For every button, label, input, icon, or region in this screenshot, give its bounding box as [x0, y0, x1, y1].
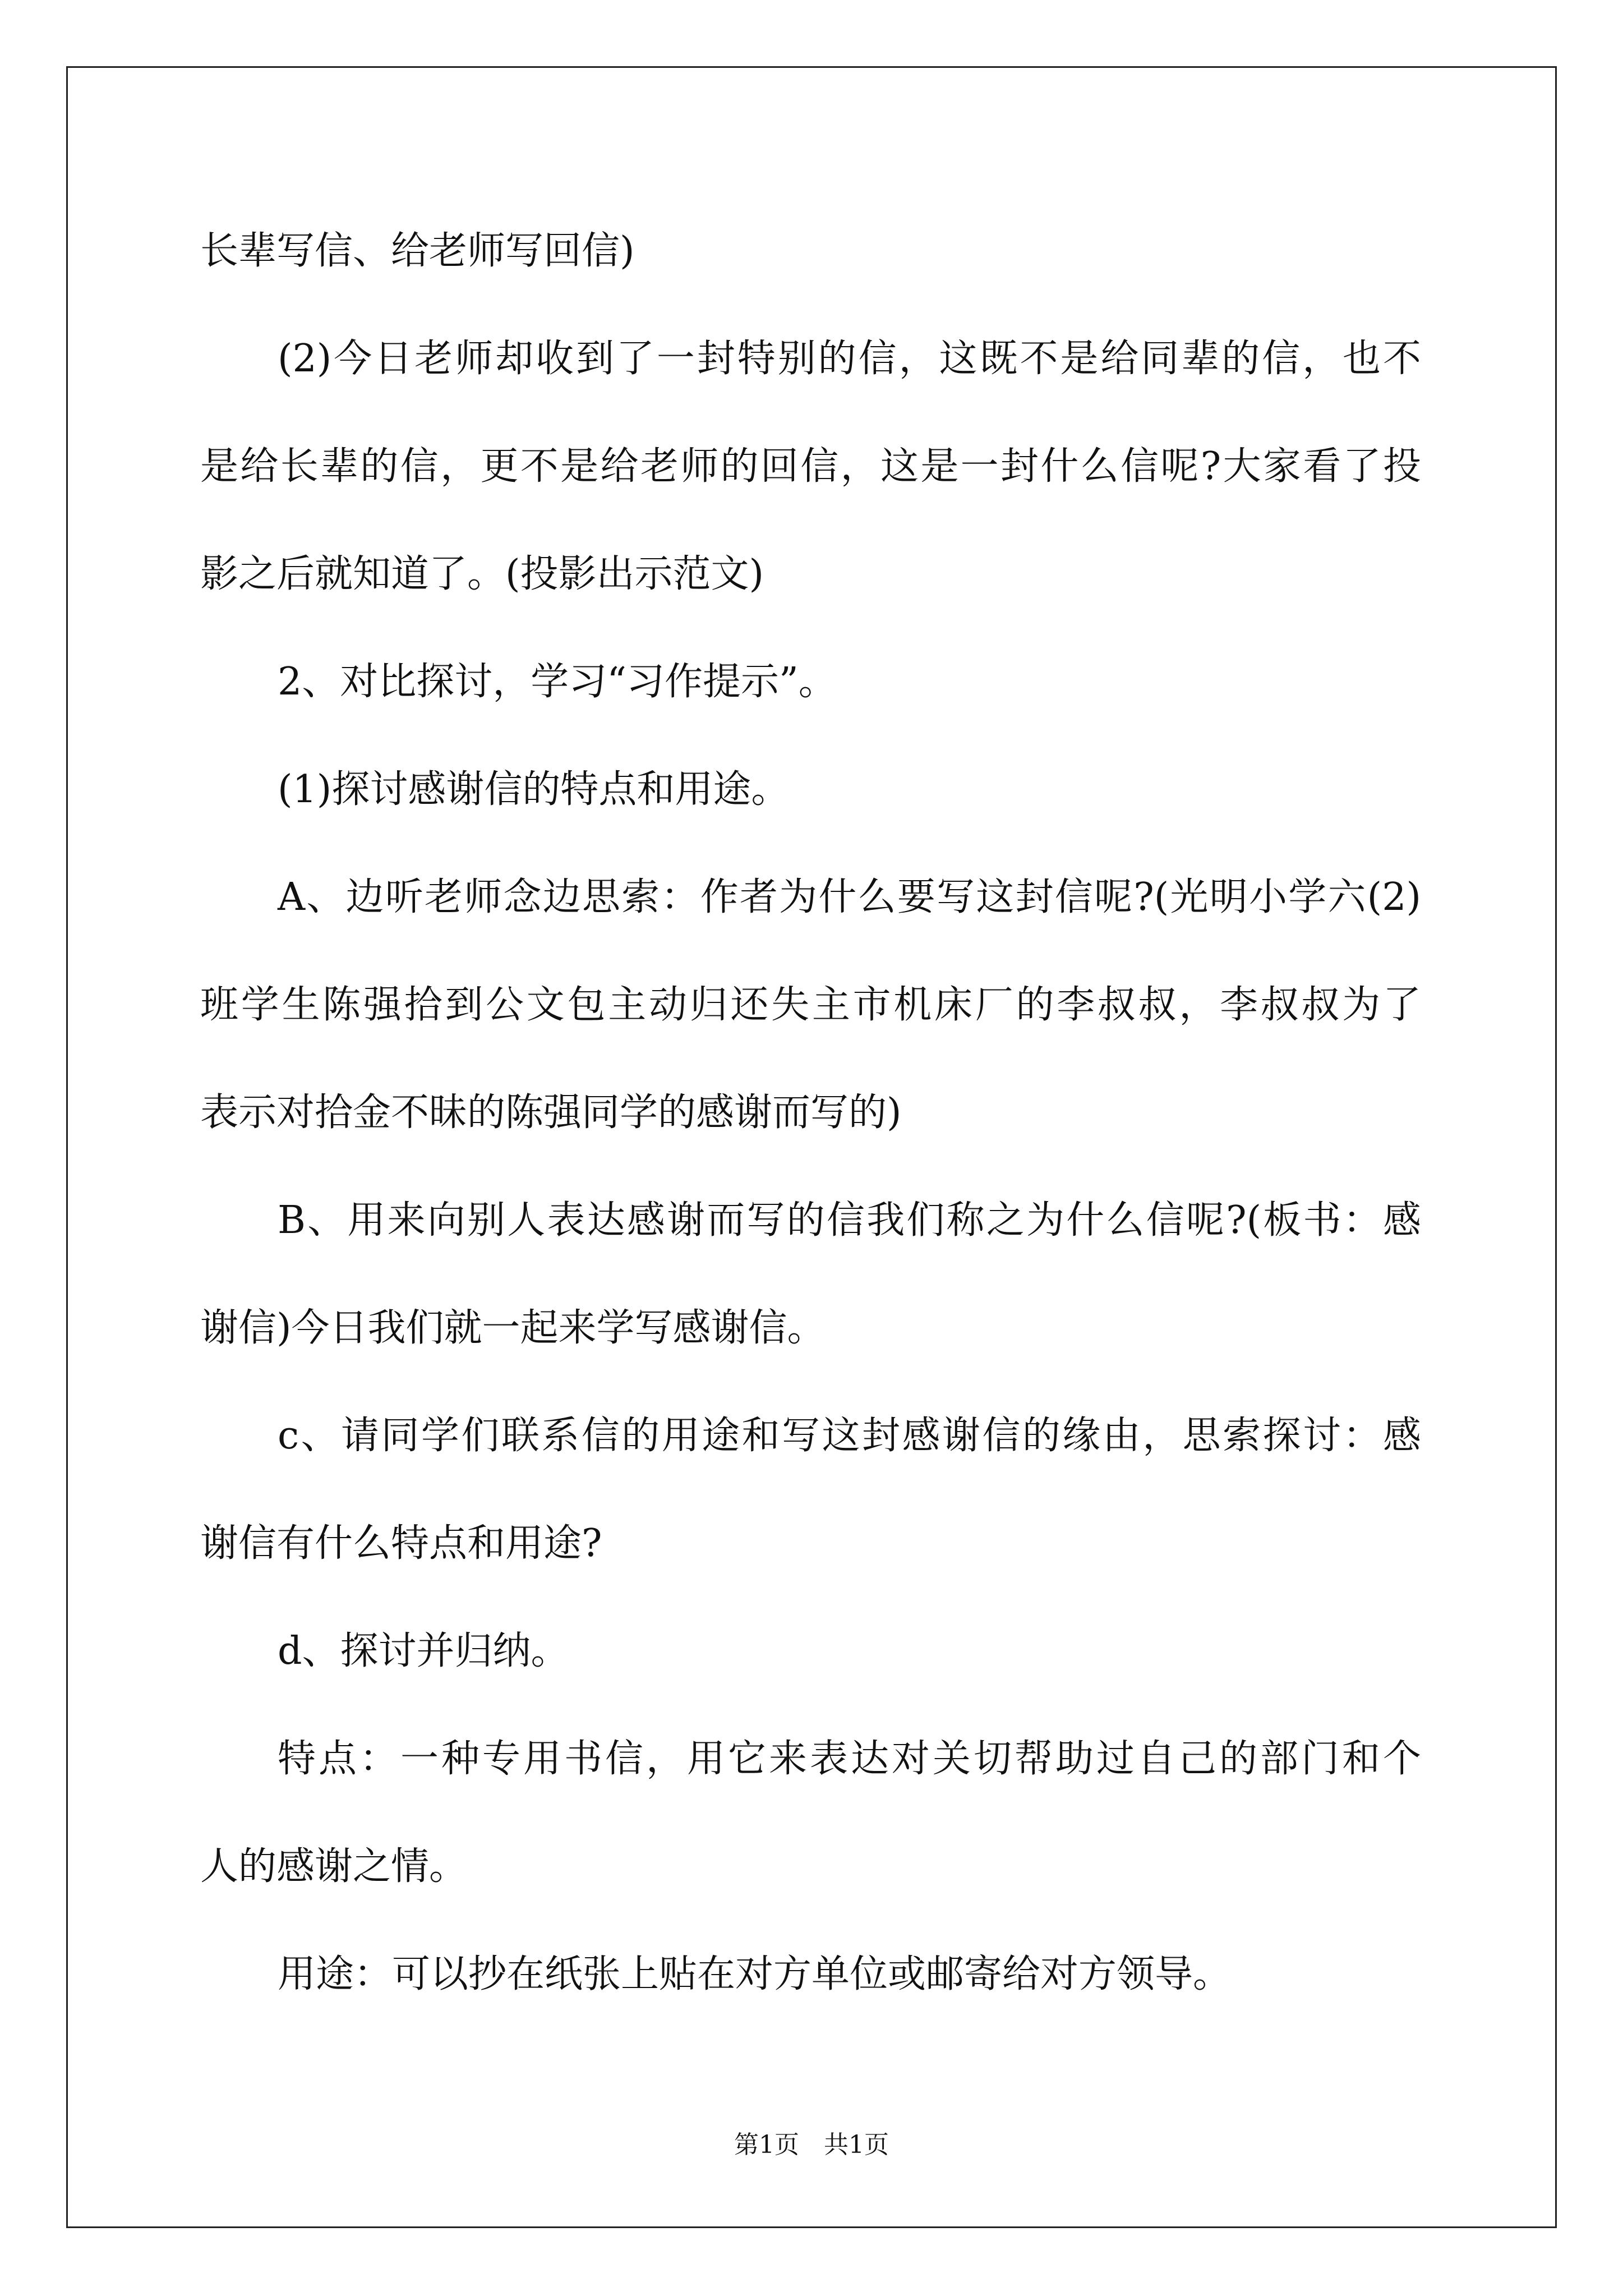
text-line: 用途：可以抄在纸张上贴在对方单位或邮寄给对方领导。: [278, 1952, 1232, 1996]
text-line: 谢信有什么特点和用途?: [200, 1521, 602, 1566]
text-line: 谢信)今日我们就一起来学写感谢信。: [200, 1306, 826, 1350]
text-line: 特点：一种专用书信，用它来表达对关切帮助过自己的部门和个: [278, 1737, 1421, 1781]
text-line: 人的感谢之情。: [200, 1844, 468, 1889]
text-line: (1)探讨感谢信的特点和用途。: [278, 767, 790, 812]
page-number-footer: 第1页 共1页: [734, 2131, 889, 2159]
text-line: 长辈写信、给老师写回信): [200, 229, 635, 273]
document-body: [200, 197, 1421, 2028]
text-line: 班学生陈强拾到公文包主动归还失主市机床厂的李叔叔，李叔叔为了: [200, 983, 1421, 1027]
text-line: B、用来向别人表达感谢而写的信我们称之为什么信呢?(板书：感: [278, 1198, 1421, 1243]
text-line: c、请同学们联系信的用途和写这封感谢信的缘由，思索探讨：感: [278, 1414, 1421, 1458]
text-line: 2、对比探讨，学习“习作提示”。: [278, 660, 837, 704]
text-line: A、边听老师念边思索：作者为什么要写这封信呢?(光明小学六(2): [278, 875, 1421, 919]
text-line: 是给长辈的信，更不是给老师的回信，这是一封什么信呢?大家看了投: [200, 444, 1421, 489]
text-line: (2)今日老师却收到了一封特别的信，这既不是给同辈的信，也不: [278, 337, 1421, 381]
text-line: d、探讨并归纳。: [278, 1629, 569, 1673]
text-line: 表示对拾金不昧的陈强同学的感谢而写的): [200, 1091, 902, 1135]
text-line: 影之后就知道了。(投影出示范文): [200, 552, 764, 596]
